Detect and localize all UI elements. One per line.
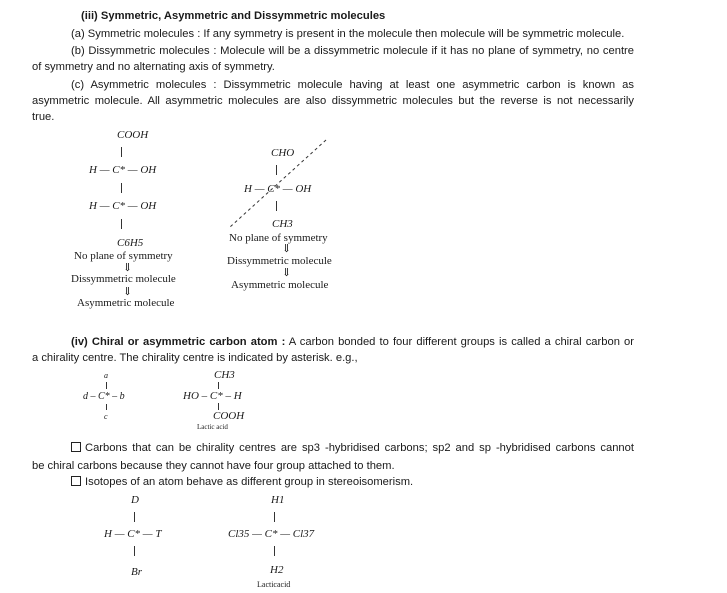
label-no-plane: No plane of symmetry <box>229 232 328 244</box>
c6h5-group: C6H5 <box>117 237 144 249</box>
group-h2: H2 <box>270 564 284 576</box>
carbon-row: d – C* – b <box>83 391 125 402</box>
group-h1: H1 <box>271 494 285 506</box>
caption-lacticacid: Lacticacid <box>257 580 291 589</box>
chiral-carbon-definition-line2: a chirality centre. The chirality centre is indicated by asterisk. e.g., <box>32 352 358 364</box>
carbon-row-2: H — C* — OH <box>89 200 157 212</box>
definition-asymmetric-line2: asymmetric molecule. All asymmetric molecules are also dissymmetric molecules but the reverse is not necessarily <box>32 95 634 107</box>
down-arrow-icon: ⇓ <box>282 243 292 255</box>
carbon-row: HO – C* – H <box>183 390 242 402</box>
bond-line <box>121 147 122 157</box>
label-dissymmetric: Dissymmetric molecule <box>227 255 332 267</box>
bullet-chirality-centres-line1: Carbons that can be chirality centres are sp3 -hybridised carbons; sp2 and sp -hybridised carbons cannot <box>71 441 634 455</box>
bond-line <box>121 183 122 193</box>
carbon-row: H — C* — T <box>104 528 162 540</box>
mirror-plane-dashed-line <box>225 135 335 235</box>
down-arrow-icon: ⇓ <box>282 267 292 279</box>
caption-lactic-acid: Lactic acid <box>197 423 228 431</box>
carbon-row: H — C* — OH <box>244 183 312 195</box>
bond-line <box>218 382 219 389</box>
definition-dissymmetric-line2: of symmetry and no alternating axis of symmetry. <box>32 61 275 73</box>
cho-group: CHO <box>271 147 295 159</box>
group-d: D <box>131 494 139 506</box>
bond-line <box>134 546 135 556</box>
bond-line <box>274 512 275 522</box>
definition-dissymmetric-line1: (b) Dissymmetric molecules : Molecule will be a dissymmetric molecule if it has no plane of symmetry, no centre <box>71 45 634 57</box>
definition-symmetric: (a) Symmetric molecules : If any symmetry is present in the molecule then molecule will be symmetric molecule. <box>71 28 625 40</box>
ch3-group: CH3 <box>214 369 235 381</box>
bond-line <box>274 546 275 556</box>
label-dissymmetric: Dissymmetric molecule <box>71 273 176 285</box>
section-heading: (iii) Symmetric, Asymmetric and Dissymmetric molecules <box>81 10 386 22</box>
down-arrow-icon: ⇓ <box>123 286 133 298</box>
label-no-plane: No plane of symmetry <box>74 250 173 262</box>
carbon-row-1: H — C* — OH <box>89 164 157 176</box>
definition-asymmetric-line3: true. <box>32 111 55 123</box>
bond-line <box>218 403 219 410</box>
bond-line <box>121 219 122 229</box>
definition-asymmetric-line1: (c) Asymmetric molecules : Dissymmetric molecule having at least one asymmetric carbon is known as <box>71 79 634 91</box>
label-asymmetric: Asymmetric molecule <box>231 279 329 291</box>
carbon-row: Cl35 — C* — Cl37 <box>228 528 315 540</box>
label-asymmetric: Asymmetric molecule <box>77 297 175 309</box>
checkbox-bullet-icon <box>71 442 81 452</box>
cooh-group: COOH <box>213 410 245 422</box>
checkbox-bullet-icon <box>71 476 81 486</box>
cooh-group: COOH <box>117 129 149 141</box>
bond-line <box>106 382 107 389</box>
group-a: a <box>104 371 108 380</box>
group-br: Br <box>131 566 142 578</box>
group-c: c <box>104 412 108 421</box>
down-arrow-icon: ⇓ <box>123 262 133 274</box>
bond-line <box>106 404 107 410</box>
bullet-chirality-centres-line2: be chiral carbons because they cannot have four group attached to them. <box>32 460 395 472</box>
chiral-carbon-definition-line1: (iv) Chiral or asymmetric carbon atom : A carbon bonded to four different groups is called a chiral carbon or <box>71 336 634 348</box>
ch3-group: CH3 <box>272 218 293 230</box>
bond-line <box>134 512 135 522</box>
bullet-isotopes: Isotopes of an atom behave as different group in stereoisomerism. <box>71 475 413 489</box>
